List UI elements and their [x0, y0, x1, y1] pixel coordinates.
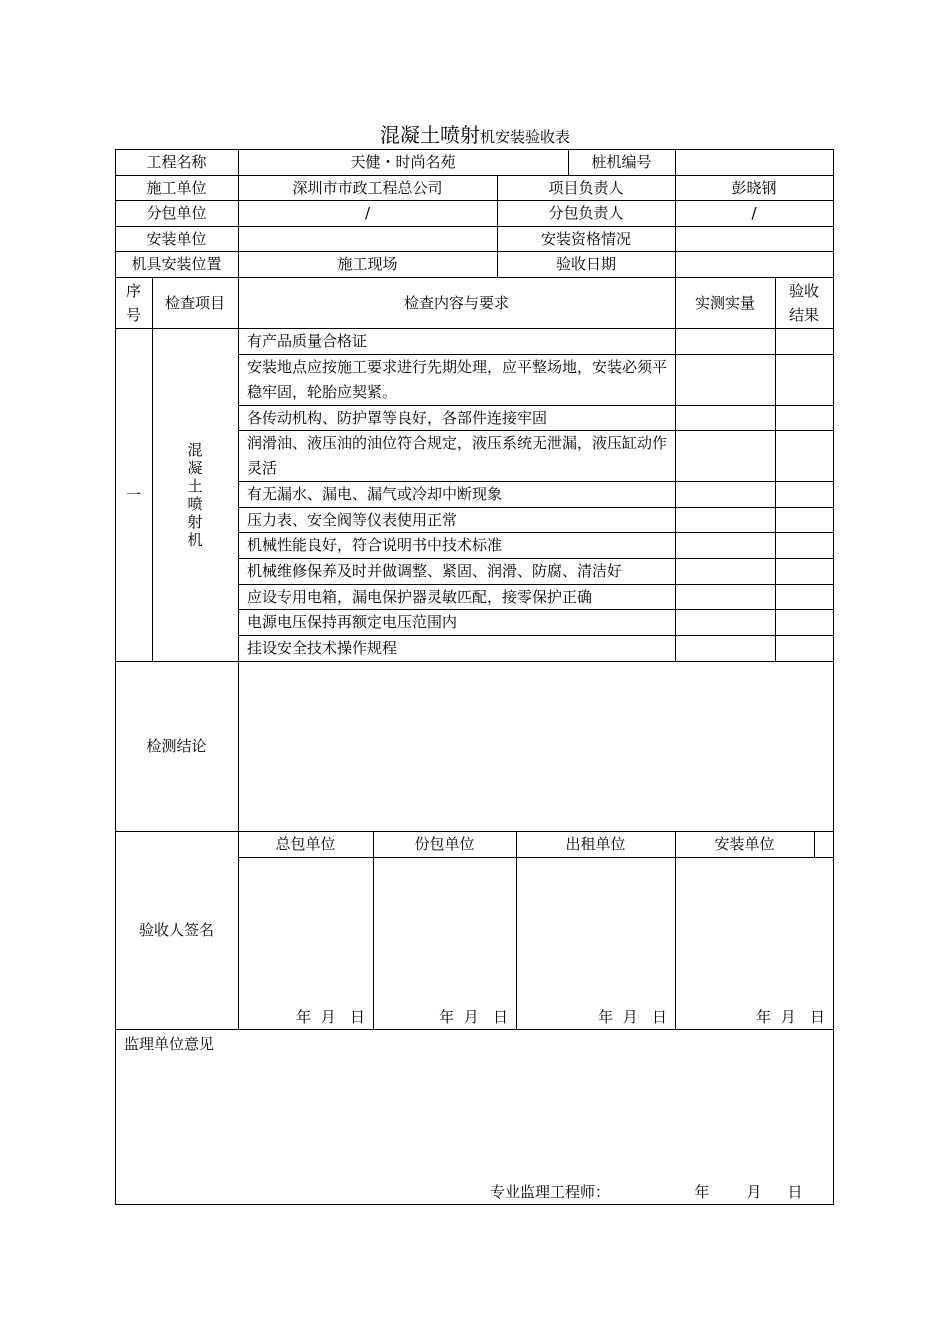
col-measured: 实测实量	[694, 293, 755, 312]
project-manager-label: 项目负责人	[548, 178, 624, 197]
sign-unit-subcontract: 份包单位	[414, 835, 475, 853]
check-item: 机械性能良好，符合说明书中技术标准	[247, 536, 503, 554]
title-main: 混凝土喷射	[379, 123, 480, 147]
acceptance-date-value	[675, 251, 833, 277]
check-item: 机械维修保养及时并做调整、紧固、润滑、防腐、清洁好	[247, 562, 623, 580]
check-item: 各传动机构、防护罩等良好，各部件连接牢固	[247, 408, 548, 427]
sign-date-rental: 年 月 日	[598, 1008, 667, 1026]
subcontract-unit-value: /	[364, 204, 371, 222]
sign-area-subcontract[interactable]	[374, 858, 516, 1006]
pile-machine-no-value	[675, 149, 833, 175]
install-qualification-value	[675, 226, 833, 251]
install-location-label: 机具安装位置	[131, 255, 222, 273]
project-name-label: 工程名称	[146, 153, 207, 171]
group-item-char: 凝	[187, 458, 203, 477]
supervision-month: 月	[746, 1183, 762, 1201]
conclusion-label: 检测结论	[146, 737, 207, 755]
col-seq-line1: 序	[125, 281, 141, 300]
install-unit-value	[238, 226, 497, 251]
subcontract-manager-label: 分包负责人	[548, 204, 624, 222]
col-item: 检查项目	[164, 293, 225, 312]
acceptance-date-label: 验收日期	[555, 255, 616, 273]
check-item: 安装地点应按施工要求进行先期处理，应平整场地，安装必须平稳牢固，轮胎应契紧。	[247, 357, 668, 401]
sign-date-subcontract: 年 月 日	[439, 1008, 508, 1026]
conclusion-field[interactable]	[239, 662, 833, 831]
sign-area-general[interactable]	[239, 858, 373, 1006]
group-item-char: 射	[187, 512, 203, 531]
install-qualification-label: 安装资格情况	[540, 229, 631, 248]
title-suffix: 机安装验收表	[479, 128, 570, 146]
pile-machine-no-label: 桩机编号	[591, 153, 652, 171]
group-item-char: 机	[187, 530, 203, 549]
group-item-char: 混	[187, 440, 203, 459]
group-item-char: 土	[187, 476, 203, 495]
subcontract-unit-label: 分包单位	[146, 204, 207, 222]
col-seq-line2: 号	[125, 305, 141, 324]
sign-unit-install: 安装单位	[714, 835, 775, 853]
check-item: 压力表、安全阀等仪表使用正常	[247, 510, 458, 529]
supervision-opinion-field[interactable]	[116, 1058, 833, 1178]
col-result-line2: 结果	[788, 305, 819, 324]
sign-date-install: 年 月 日	[756, 1008, 825, 1026]
project-name-value: 天健・时尚名苑	[350, 153, 456, 171]
col-seq	[115, 277, 152, 328]
construction-unit-value: 深圳市市政工程总公司	[292, 178, 443, 197]
col-content: 检查内容与要求	[403, 293, 509, 312]
check-item: 挂设安全技术操作规程	[247, 639, 398, 657]
supervision-year: 年	[694, 1183, 710, 1201]
install-unit-label: 安装单位	[146, 229, 207, 248]
check-item: 有产品质量合格证	[247, 332, 368, 350]
install-location-value: 施工现场	[337, 255, 398, 273]
supervision-label: 监理单位意见	[124, 1035, 215, 1053]
check-item: 电源电压保持再额定电压范围内	[247, 613, 458, 631]
col-result-line1: 验收	[788, 281, 819, 300]
check-item: 润滑油、液压油的油位符合规定，液压系统无泄漏，液压缸动作灵活	[247, 433, 668, 477]
signature-label: 验收人签名	[138, 921, 214, 939]
check-item: 有无漏水、漏电、漏气或冷却中断现象	[247, 485, 503, 503]
sign-area-rental[interactable]	[517, 858, 675, 1006]
form-title	[0, 122, 950, 150]
project-manager-value: 彭晓钢	[731, 178, 777, 197]
group-seq: 一	[125, 485, 141, 504]
supervision-day: 日	[787, 1183, 803, 1201]
supervision-engineer-label: 专业监理工程师：	[490, 1183, 611, 1201]
sign-date-general: 年 月 日	[296, 1008, 365, 1026]
sign-area-install[interactable]	[676, 858, 833, 1006]
sign-unit-general: 总包单位	[275, 835, 336, 853]
group-item	[152, 328, 238, 661]
sign-unit-rental: 出租单位	[565, 835, 626, 853]
col-result	[775, 277, 833, 328]
construction-unit-label: 施工单位	[146, 178, 207, 197]
subcontract-manager-value: /	[751, 204, 757, 222]
group-item-char: 喷	[187, 494, 203, 513]
check-item: 应设专用电箱，漏电保护器灵敏匹配，接零保护正确	[247, 587, 593, 606]
